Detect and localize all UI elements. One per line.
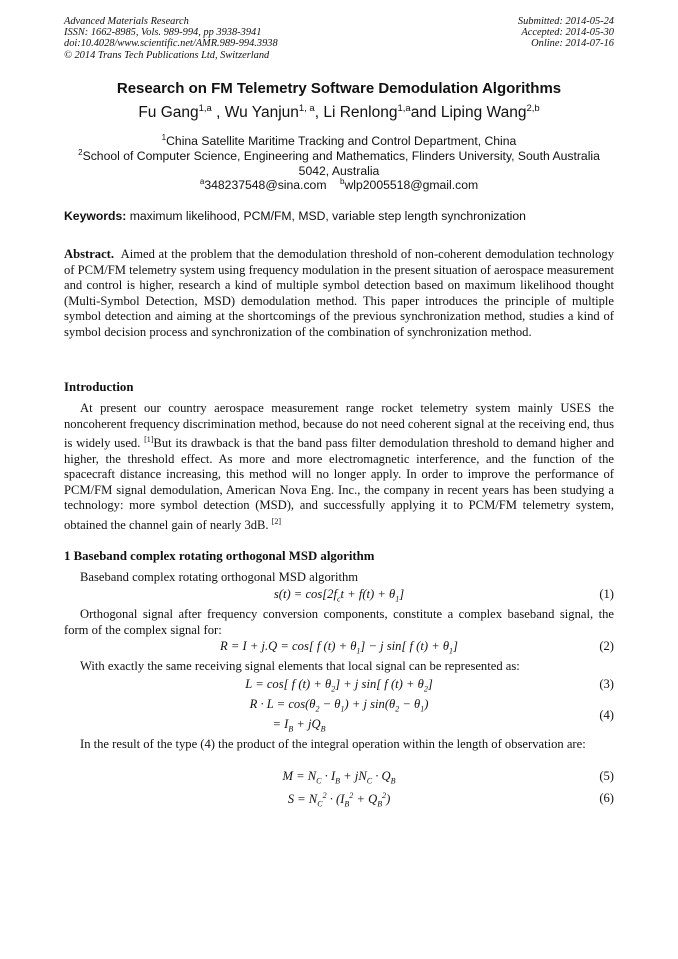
- equation-number: (4): [599, 708, 614, 722]
- equation-1: $s(t) = \cos[2f_ct + f(t) + \theta_1]$ (1): [273, 587, 614, 604]
- author-name: Wu Yanjun: [224, 104, 299, 122]
- equation-2: R = I + j.Q = cos[ f $(t) + \theta_1] - j$ sin[ f $(t) + \theta_1$] (2): [220, 639, 614, 656]
- author-superscript: 1,a: [397, 103, 411, 114]
- online-date: Online: 2014-07-16: [531, 38, 614, 50]
- journal-header-left: [64, 16, 278, 61]
- section-1-paragraph-3: With exactly the same receiving signal elements that local signal can be represented as:: [80, 659, 520, 673]
- section-1-paragraph-2: Orthogonal signal after frequency conversion components, constitute a complex baseband signal, the form of the complex signal for:: [64, 607, 614, 637]
- citation-ref: [1]: [144, 435, 154, 444]
- doi-line: doi:10.4028/www.scientific.net/AMR.989-994.3938: [64, 38, 278, 50]
- introduction-heading: Introduction: [64, 380, 134, 394]
- submitted-date: Submitted: 2014-05-24: [517, 16, 614, 27]
- email-a: 348237548@sina.com: [204, 178, 327, 193]
- accepted-date: Accepted: 2014-05-30: [521, 27, 614, 39]
- abstract: [64, 247, 614, 340]
- section-1-heading: 1 Baseband complex rotating orthogonal MSD algorithm: [64, 549, 375, 563]
- affiliation-1: $^1$China Satellite Maritime Tracking and Control Department, China: [161, 133, 517, 149]
- equation-3: L = cos[ f $(t) + \theta_2] + j$ sin[ f $(t) + \theta_2$] (3): [245, 677, 614, 694]
- author-name: Fu Gang: [138, 104, 199, 122]
- author-name: Li Renlong: [323, 104, 398, 122]
- equation-5: $M = N_C \cdot I_B + jN_C \cdot Q_B$ (5): [282, 769, 614, 786]
- email-b: wlp2005518@gmail.com: [344, 178, 479, 193]
- introduction-paragraph: At present our country aerospace measurement range rocket telemetry system mainly USES the noncoherent frequency discrimination method, because do not need coherent signal at the receiving end, thus is widely used. [1]But its drawback is that the band pass filter demodulation threshold to demand higher and higher, the threshold effect. As more and more electromagnetic interference, and the function of the spacecraft distance increasing, this method will no longer apply. In order to improve the performance of PCM/FM signal demodulation, American Nova Eng. Inc., the company in recent years has been studying a technology: more symbol detection (MSD), and successfully applying it to PCM/FM telemetry system, obtained the channel gain of nearly 3dB. [2]: [64, 401, 615, 532]
- equation-number: (1): [599, 587, 614, 601]
- equation-number: (3): [599, 677, 614, 691]
- journal-header-right: [518, 16, 614, 50]
- keywords-text: maximum likelihood, PCM/FM, MSD, variable step length synchronization: [129, 209, 526, 223]
- author-superscript: 1, a: [298, 103, 315, 114]
- equation-number: (5): [599, 769, 614, 783]
- section-1-line1: Baseband complex rotating orthogonal MSD algorithm: [80, 570, 359, 584]
- author-list: Fu Gang$^{1,a}$ , Wu Yanjun$^{1, a}$, Li Renlong$^{1,a}$and Liping Wang$^{2,b}$: [138, 103, 540, 122]
- section-1-paragraph-4: In the result of the type (4) the product of the integral operation within the length of observation are:: [80, 737, 586, 751]
- abstract-text: Aimed at the problem that the demodulation threshold of non-coherent demodulation technology of PCM/FM telemetry system using frequency modulation in the present situation of aerospace measurement and control is higher, research a kind of multiple symbol detection based on maximum likelihood thought (Multi-Symbol Detection, MSD) demodulation method. This paper introduces the principle of multiple symbol detection and aiming at the shortcomings of the previous synchronization method, studies a kind of symbol decision process and synchronization of the combination of synchronization method.: [64, 247, 614, 339]
- journal-name: Advanced Materials Research: [64, 16, 189, 27]
- issn-line: ISSN: 1662-8985, Vols. 989-994, pp 3938-3941: [64, 27, 262, 39]
- copyright-line: © 2014 Trans Tech Publications Ltd, Switzerland: [64, 49, 270, 61]
- citation-ref: [2]: [271, 516, 282, 526]
- abstract-label: Abstract.: [64, 247, 115, 261]
- equation-number: (6): [599, 791, 614, 805]
- keywords-label: Keywords:: [64, 209, 127, 223]
- author-superscript: 1,a: [198, 103, 212, 114]
- author-name: Liping Wang: [440, 104, 527, 122]
- affiliation-2: $^2$School of Computer Science, Engineering and Mathematics, Flinders University, South Australia 5042, Australia: [78, 148, 600, 178]
- equation-number: (2): [599, 639, 614, 653]
- equation-6: $S = N_C^2 \cdot (I_B^2 + Q_B^2)$ (6): [287, 791, 614, 809]
- email-line: $^a$348237548@sina.com $^b$wlp2005518@gmail.com: [199, 177, 479, 193]
- keywords: [64, 209, 614, 223]
- author-superscript: 2,b: [526, 103, 540, 114]
- equation-4: $R \cdot L = \cos(\theta_2 - \theta_1) + j$ $\sin(\theta_2 - \theta_1)$ = $I_B + jQ_B$ (4): [249, 697, 614, 734]
- paper-title: Research on FM Telemetry Software Demodulation Algorithms: [116, 80, 562, 97]
